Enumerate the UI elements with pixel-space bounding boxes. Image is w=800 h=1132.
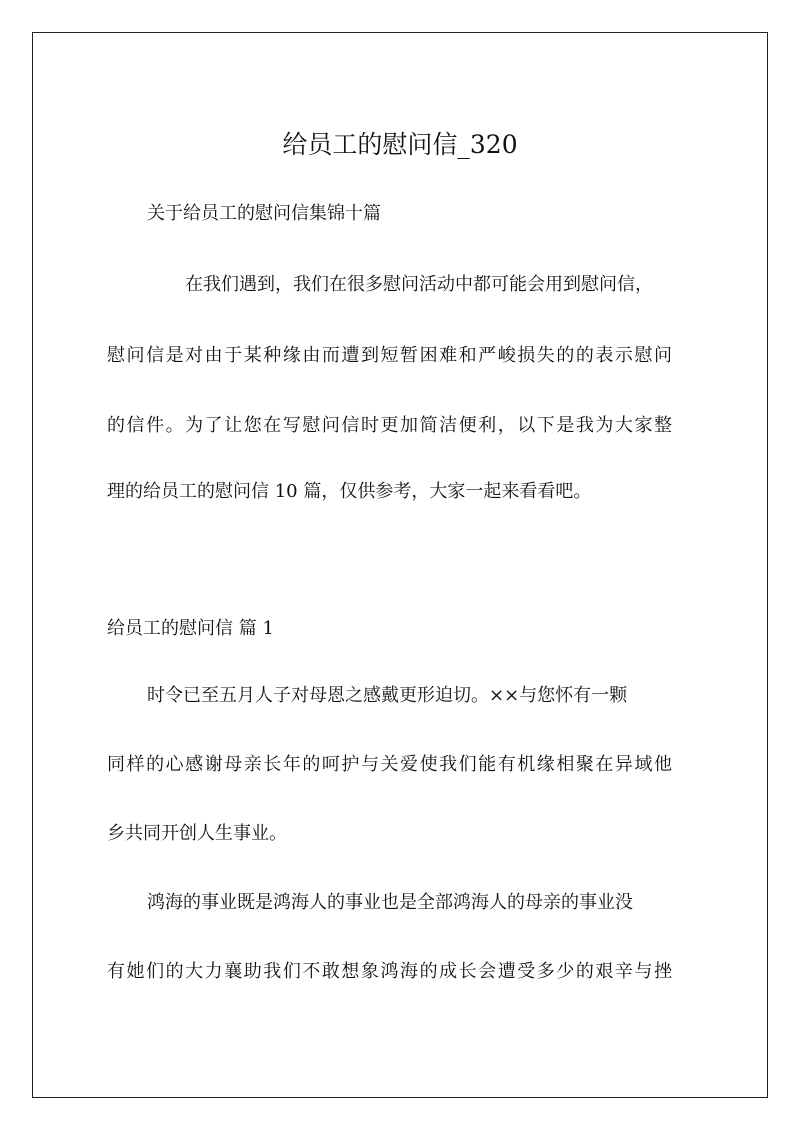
intro-line-3: 的信件。为了让您在写慰问信时更加简洁便利，以下是我为大家整 xyxy=(107,415,672,436)
para2-line-1: 鸿海的事业既是鸿海人的事业也是全部鸿海人的母亲的事业没 xyxy=(147,892,633,913)
document-subtitle: 关于给员工的慰问信集锦十篇 xyxy=(147,203,381,224)
para1-line-2: 同样的心感谢母亲长年的呵护与关爱使我们能有机缘相聚在异域他 xyxy=(107,754,672,775)
para1-line-3: 乡共同开创人生事业。 xyxy=(107,823,287,844)
intro-line-4: 理的给员工的慰问信 10 篇，仅供参考，大家一起来看看吧。 xyxy=(107,481,592,502)
para2-line-2: 有她们的大力襄助我们不敢想象鸿海的成长会遭受多少的艰辛与挫 xyxy=(107,961,672,982)
para1-line-1: 时令已至五月人子对母恩之感戴更形迫切。××与您怀有一颗 xyxy=(147,685,628,706)
intro-line-2: 慰问信是对由于某种缘由而遭到短暂困难和严峻损失的的表示慰问 xyxy=(107,345,672,366)
intro-line-1: 在我们遇到，我们在很多慰问活动中都可能会用到慰问信， xyxy=(185,274,653,295)
document-title: 给员工的慰问信_320 xyxy=(282,130,518,159)
section-heading: 给员工的慰问信 篇 1 xyxy=(107,618,274,639)
page-frame xyxy=(32,32,768,1098)
